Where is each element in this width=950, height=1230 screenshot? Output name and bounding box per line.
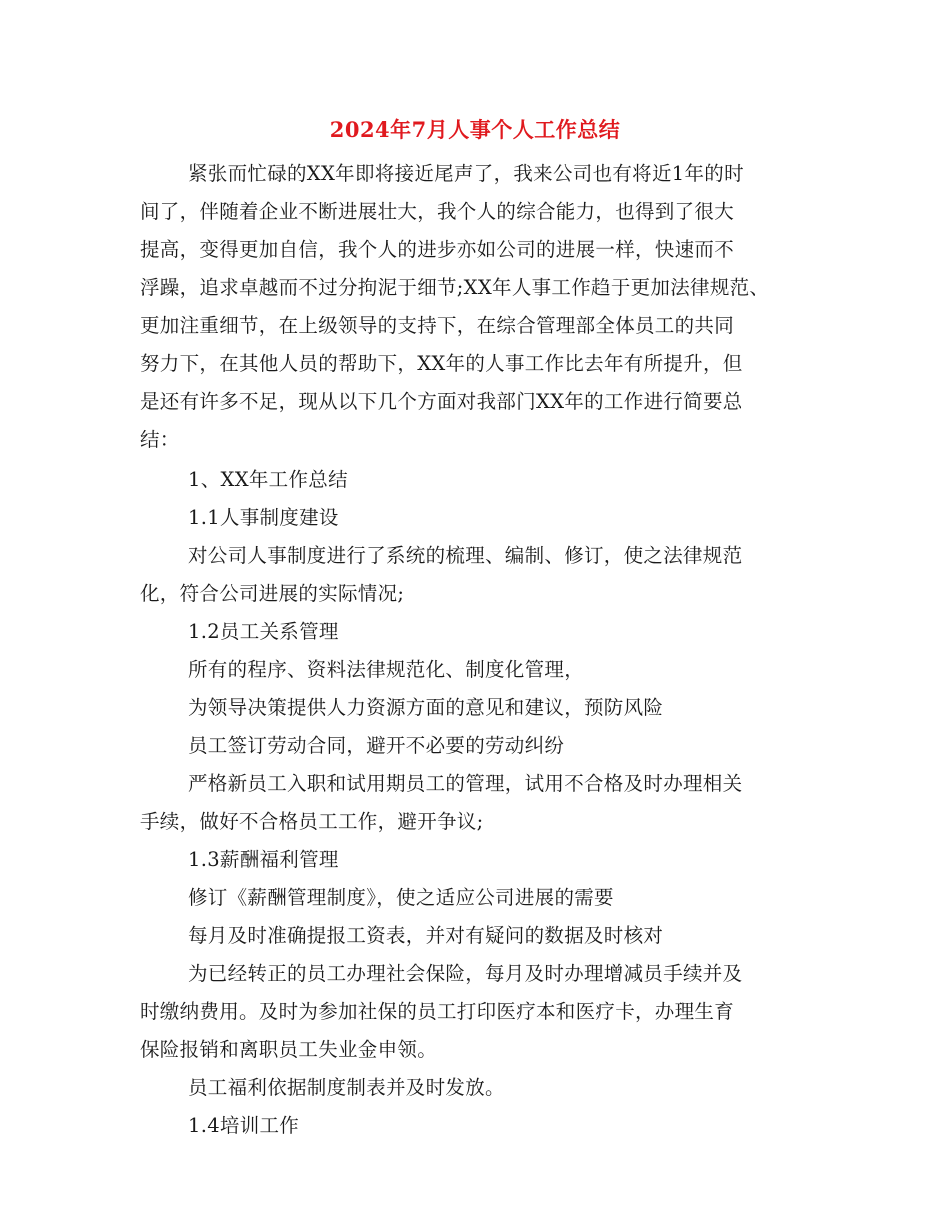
subsection-heading: 1.2员工关系管理 [188,620,339,643]
paragraph-line: 提高，变得更加自信，我个人的进步亦如公司的进展一样，快速而不 [140,238,735,261]
paragraph-line: 对公司人事制度进行了系统的梳理、编制、修订，使之法律规范 [188,544,743,567]
paragraph-line: 严格新员工入职和试用期员工的管理，试用不合格及时办理相关 [188,772,743,795]
paragraph-line: 员工福利依据制度制表并及时发放。 [188,1076,505,1099]
paragraph-line: 紧张而忙碌的XX年即将接近尾声了，我来公司也有将近1年的时 [188,162,744,185]
document-title: 2024年7月人事个人工作总结 [329,117,621,142]
subsection-heading: 1.4培训工作 [188,1114,300,1137]
paragraph-line: 所有的程序、资料法律规范化、制度化管理， [188,658,585,681]
paragraph-line: 每月及时准确提报工资表，并对有疑问的数据及时核对 [188,924,664,947]
paragraph-line: 手续，做好不合格员工工作，避开争议; [140,810,484,833]
section-heading: 1、XX年工作总结 [188,468,348,491]
paragraph-line: 修订《薪酬管理制度》，使之适应公司进展的需要 [188,886,614,909]
paragraph-line: 为已经转正的员工办理社会保险，每月及时办理增减员手续并及 [188,962,743,985]
paragraph-line: 化，符合公司进展的实际情况; [140,582,405,605]
paragraph-line: 员工签订劳动合同，避开不必要的劳动纠纷 [188,734,565,757]
paragraph-line: 间了，伴随着企业不断进展壮大，我个人的综合能力，也得到了很大 [140,200,735,223]
paragraph-line: 结： [140,428,180,451]
subsection-heading: 1.3薪酬福利管理 [188,848,339,871]
paragraph-line: 保险报销和离职员工失业金申领。 [140,1038,438,1061]
paragraph-line: 是还有许多不足，现从以下几个方面对我部门XX年的工作进行简要总 [140,390,743,413]
subsection-heading: 1.1人事制度建设 [188,506,339,529]
paragraph-line: 时缴纳费用。及时为参加社保的员工打印医疗本和医疗卡，办理生育 [140,1000,735,1023]
paragraph-line: 为领导决策提供人力资源方面的意见和建议，预防风险 [188,696,664,719]
paragraph-line: 更加注重细节，在上级领导的支持下，在综合管理部全体员工的共同 [140,314,735,337]
paragraph-line: 努力下，在其他人员的帮助下，XX年的人事工作比去年有所提升，但 [140,352,743,375]
paragraph-line: 浮躁，追求卓越而不过分拘泥于细节;XX年人事工作趋于更加法律规范、 [140,276,770,299]
